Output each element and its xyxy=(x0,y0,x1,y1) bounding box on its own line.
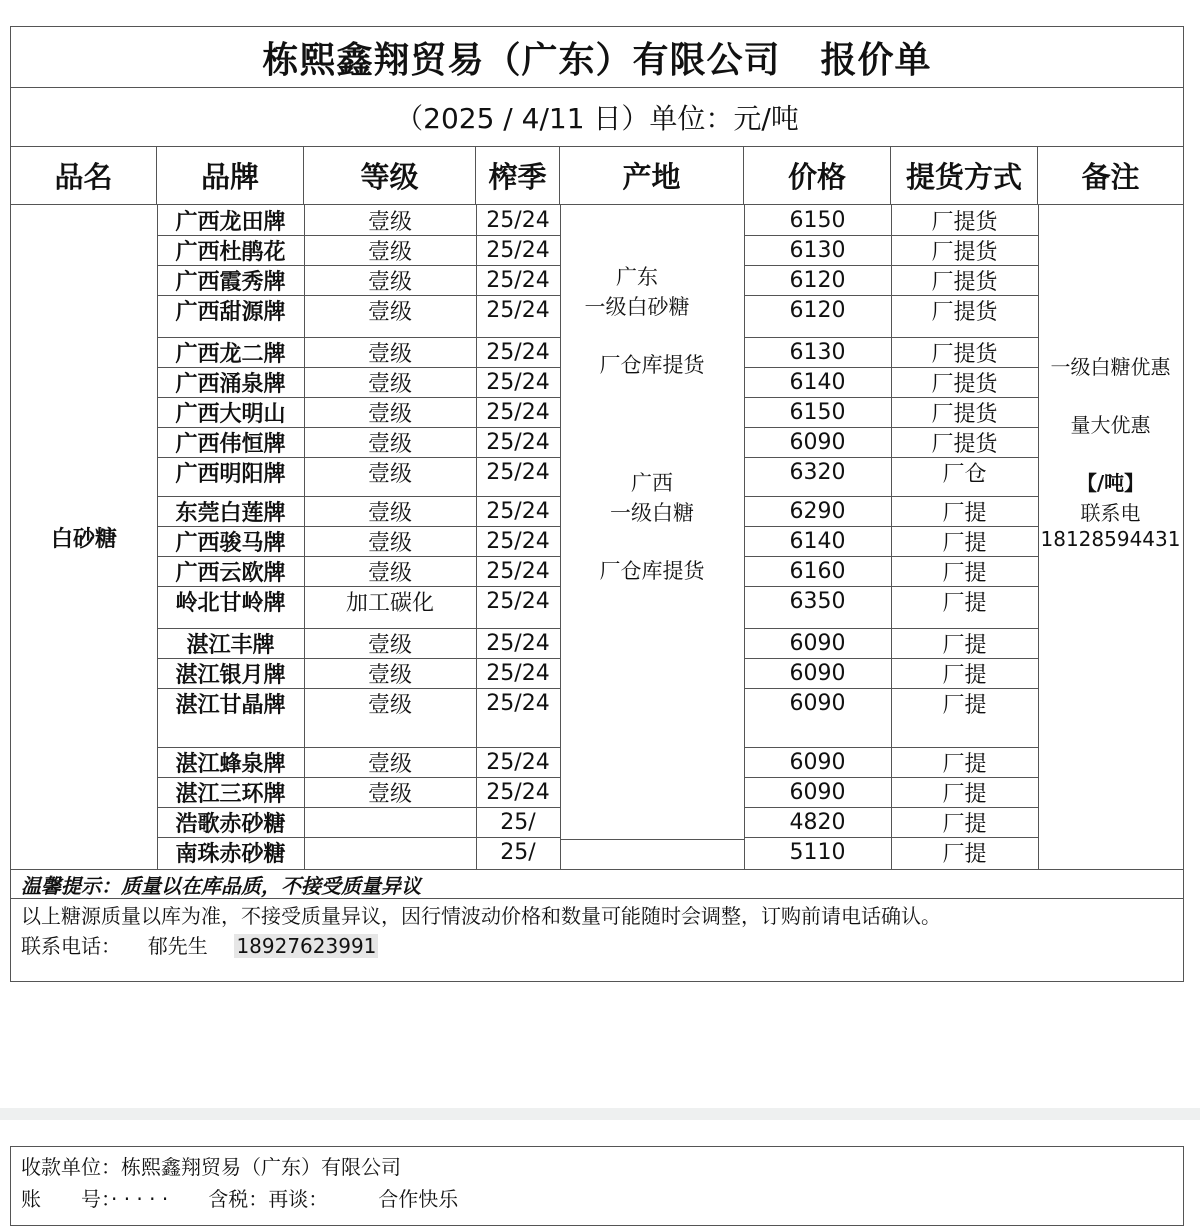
origin-guangxi xyxy=(560,467,744,585)
cell-season: 25/24 xyxy=(486,429,550,455)
cell-brand: 湛江甘晶牌 xyxy=(175,692,286,718)
cell-grade: 壹级 xyxy=(367,751,412,777)
header-origin: 产地 xyxy=(560,146,744,205)
cell-season: 25/ xyxy=(500,809,536,835)
cell-brand: 湛江银月牌 xyxy=(175,662,286,688)
cell-season: 25/24 xyxy=(486,237,550,263)
cell-brand: 广西大明山 xyxy=(175,401,286,427)
cell-season: 25/24 xyxy=(486,339,550,365)
cell-delivery: 厂提货 xyxy=(931,209,998,235)
footer-notes xyxy=(21,901,941,961)
cell-season: 25/24 xyxy=(486,630,550,656)
cell-delivery: 厂提 xyxy=(942,632,987,658)
cell-brand: 广西云欧牌 xyxy=(175,560,286,586)
remarks-cell xyxy=(1038,351,1183,557)
sheet-title xyxy=(11,27,1183,88)
cell-grade: 壹级 xyxy=(367,299,412,325)
cell-grade: 壹级 xyxy=(367,371,412,397)
cell-brand: 浩歌赤砂糖 xyxy=(175,811,286,837)
cell-grade xyxy=(304,837,476,867)
quote-sheet xyxy=(10,26,1184,982)
grid-line xyxy=(560,839,744,840)
cell-price: 6090 xyxy=(789,630,846,656)
cell-brand: 广西霞秀牌 xyxy=(175,269,286,295)
header-remarks: 备注 xyxy=(1038,146,1183,205)
cell-season: 25/24 xyxy=(486,690,550,716)
cell-price: 6120 xyxy=(789,267,846,293)
cell-brand: 湛江三环牌 xyxy=(175,781,286,807)
cell-season: 25/24 xyxy=(486,399,550,425)
contact-phone[interactable]: 18927623991 xyxy=(236,934,377,958)
payee-label: 收款单位： xyxy=(21,1155,121,1179)
cell-price: 6160 xyxy=(789,558,846,584)
cell-grade xyxy=(304,807,476,837)
cell-price: 6290 xyxy=(789,498,846,524)
cell-delivery: 厂提货 xyxy=(931,341,998,367)
header-product: 品名 xyxy=(11,146,157,205)
cell-brand: 岭北甘岭牌 xyxy=(175,590,286,616)
cell-price: 4820 xyxy=(789,809,846,835)
payee-line xyxy=(21,1151,401,1180)
cell-price: 6120 xyxy=(789,297,846,323)
cell-grade: 壹级 xyxy=(367,692,412,718)
cell-delivery: 厂提货 xyxy=(931,401,998,427)
cell-season: 25/24 xyxy=(486,779,550,805)
cell-season: 25/24 xyxy=(486,558,550,584)
cell-season: 25/24 xyxy=(486,749,550,775)
origin-gx-grade: 一级白糖 xyxy=(610,501,694,525)
cell-delivery: 厂提货 xyxy=(931,431,998,457)
header-price: 价格 xyxy=(744,146,891,205)
remark-volume: 量大优惠 xyxy=(1070,413,1151,437)
date-unit-line: （2025 / 4/11 日）单位：元/吨 xyxy=(11,87,1183,147)
cell-brand: 广西龙二牌 xyxy=(175,341,286,367)
contact-name: 郁先生 xyxy=(147,934,208,958)
cell-delivery: 厂提货 xyxy=(931,371,998,397)
cell-brand: 湛江丰牌 xyxy=(186,632,275,658)
document-type: 报价单 xyxy=(820,39,932,81)
remark-contact-label: 联系电 xyxy=(1080,501,1141,525)
cell-grade: 壹级 xyxy=(367,269,412,295)
cell-delivery: 厂提 xyxy=(942,530,987,556)
cell-delivery: 厂提 xyxy=(942,811,987,837)
cell-delivery: 厂提 xyxy=(942,560,987,586)
cell-price: 6130 xyxy=(789,339,846,365)
cell-grade: 加工碳化 xyxy=(345,590,434,616)
cell-price: 6090 xyxy=(789,660,846,686)
cell-brand: 广西杜鹃花 xyxy=(175,239,286,265)
cell-season: 25/24 xyxy=(486,588,550,614)
origin-gd-pickup: 厂仓库提货 xyxy=(599,353,705,377)
cell-grade: 壹级 xyxy=(367,341,412,367)
cell-delivery: 厂提 xyxy=(942,751,987,777)
cell-season: 25/24 xyxy=(486,528,550,554)
contact-label: 联系电话： xyxy=(21,934,121,958)
cell-price: 6320 xyxy=(789,459,846,485)
header-delivery: 提货方式 xyxy=(891,146,1038,205)
origin-gd-grade: 一级白砂糖 xyxy=(584,295,690,319)
cell-grade: 壹级 xyxy=(367,560,412,586)
cell-price: 6350 xyxy=(789,588,846,614)
cell-delivery: 厂提 xyxy=(942,500,987,526)
header-grade: 等级 xyxy=(304,146,476,205)
cell-grade: 壹级 xyxy=(367,632,412,658)
cell-brand: 湛江蜂泉牌 xyxy=(175,751,286,777)
cell-brand: 广西甜源牌 xyxy=(175,299,286,325)
cell-price: 6130 xyxy=(789,237,846,263)
header-brand: 品牌 xyxy=(157,146,304,205)
cell-delivery: 厂提货 xyxy=(931,269,998,295)
cell-delivery: 厂提货 xyxy=(931,299,998,325)
cell-brand: 广西龙田牌 xyxy=(175,209,286,235)
cell-grade: 壹级 xyxy=(367,530,412,556)
cell-delivery: 厂仓 xyxy=(942,461,987,487)
cell-delivery: 厂提 xyxy=(942,781,987,807)
cell-grade: 壹级 xyxy=(367,662,412,688)
origin-gx-region: 广西 xyxy=(631,471,673,495)
cell-price: 6090 xyxy=(789,749,846,775)
cell-delivery: 厂提 xyxy=(942,662,987,688)
cell-price: 6090 xyxy=(789,779,846,805)
cell-season: 25/24 xyxy=(486,267,550,293)
header-season: 榨季 xyxy=(476,146,560,205)
company-name: 栋熙鑫翔贸易（广东）有限公司 xyxy=(262,39,781,81)
cell-delivery: 厂提 xyxy=(942,692,987,718)
cell-grade: 壹级 xyxy=(367,781,412,807)
cell-brand: 广西明阳牌 xyxy=(175,461,286,487)
cell-brand: 南珠赤砂糖 xyxy=(175,841,286,867)
cell-brand: 东莞白莲牌 xyxy=(175,500,286,526)
cell-price: 6140 xyxy=(789,369,846,395)
cell-grade: 壹级 xyxy=(367,431,412,457)
cell-price: 6090 xyxy=(789,429,846,455)
cell-brand: 广西涌泉牌 xyxy=(175,371,286,397)
cell-season: 25/24 xyxy=(486,660,550,686)
cell-season: 25/24 xyxy=(486,459,550,485)
origin-gx-pickup: 厂仓库提货 xyxy=(599,559,705,583)
page-separator xyxy=(0,1108,1200,1120)
payee-name: 栋熙鑫翔贸易（广东）有限公司 xyxy=(121,1155,401,1179)
cell-grade: 壹级 xyxy=(367,461,412,487)
remark-contact-phone: 18128594431 xyxy=(1040,527,1181,551)
cell-brand: 广西骏马牌 xyxy=(175,530,286,556)
cell-grade: 壹级 xyxy=(367,239,412,265)
cell-delivery: 厂提 xyxy=(942,590,987,616)
payment-info-sheet xyxy=(10,1146,1184,1226)
cell-season: 25/24 xyxy=(486,297,550,323)
quality-notice: 温馨提示：质量以在库品质，不接受质量异议 xyxy=(11,869,1183,899)
footer-disclaimer: 以上糖源质量以库为准，不接受质量异议，因行情波动价格和数量可能随时会调整，订购前请电话确认。 xyxy=(21,904,941,928)
cell-price: 6150 xyxy=(789,399,846,425)
origin-gd-region: 广东 xyxy=(616,265,658,289)
cell-season: 25/ xyxy=(500,839,536,865)
cell-season: 25/24 xyxy=(486,369,550,395)
cell-grade: 壹级 xyxy=(367,401,412,427)
cell-price: 6140 xyxy=(789,528,846,554)
cell-delivery: 厂提货 xyxy=(931,239,998,265)
remark-discount: 一级白糖优惠 xyxy=(1050,355,1171,379)
cell-grade: 壹级 xyxy=(367,500,412,526)
account-line: 账 号：· · · · · 含税：再谈： 合作快乐 xyxy=(21,1187,459,1211)
cell-season: 25/24 xyxy=(486,207,550,233)
footer-contact xyxy=(21,931,941,961)
cell-season: 25/24 xyxy=(486,498,550,524)
cell-price: 5110 xyxy=(789,839,846,865)
product-name-cell: 白砂糖 xyxy=(50,526,117,552)
cell-delivery: 厂提 xyxy=(942,841,987,867)
remark-unit: 【/吨】 xyxy=(1076,471,1145,495)
cell-brand: 广西伟恒牌 xyxy=(175,431,286,457)
cell-price: 6150 xyxy=(789,207,846,233)
origin-guangdong xyxy=(560,261,744,379)
cell-grade: 壹级 xyxy=(367,209,412,235)
cell-price: 6090 xyxy=(789,690,846,716)
